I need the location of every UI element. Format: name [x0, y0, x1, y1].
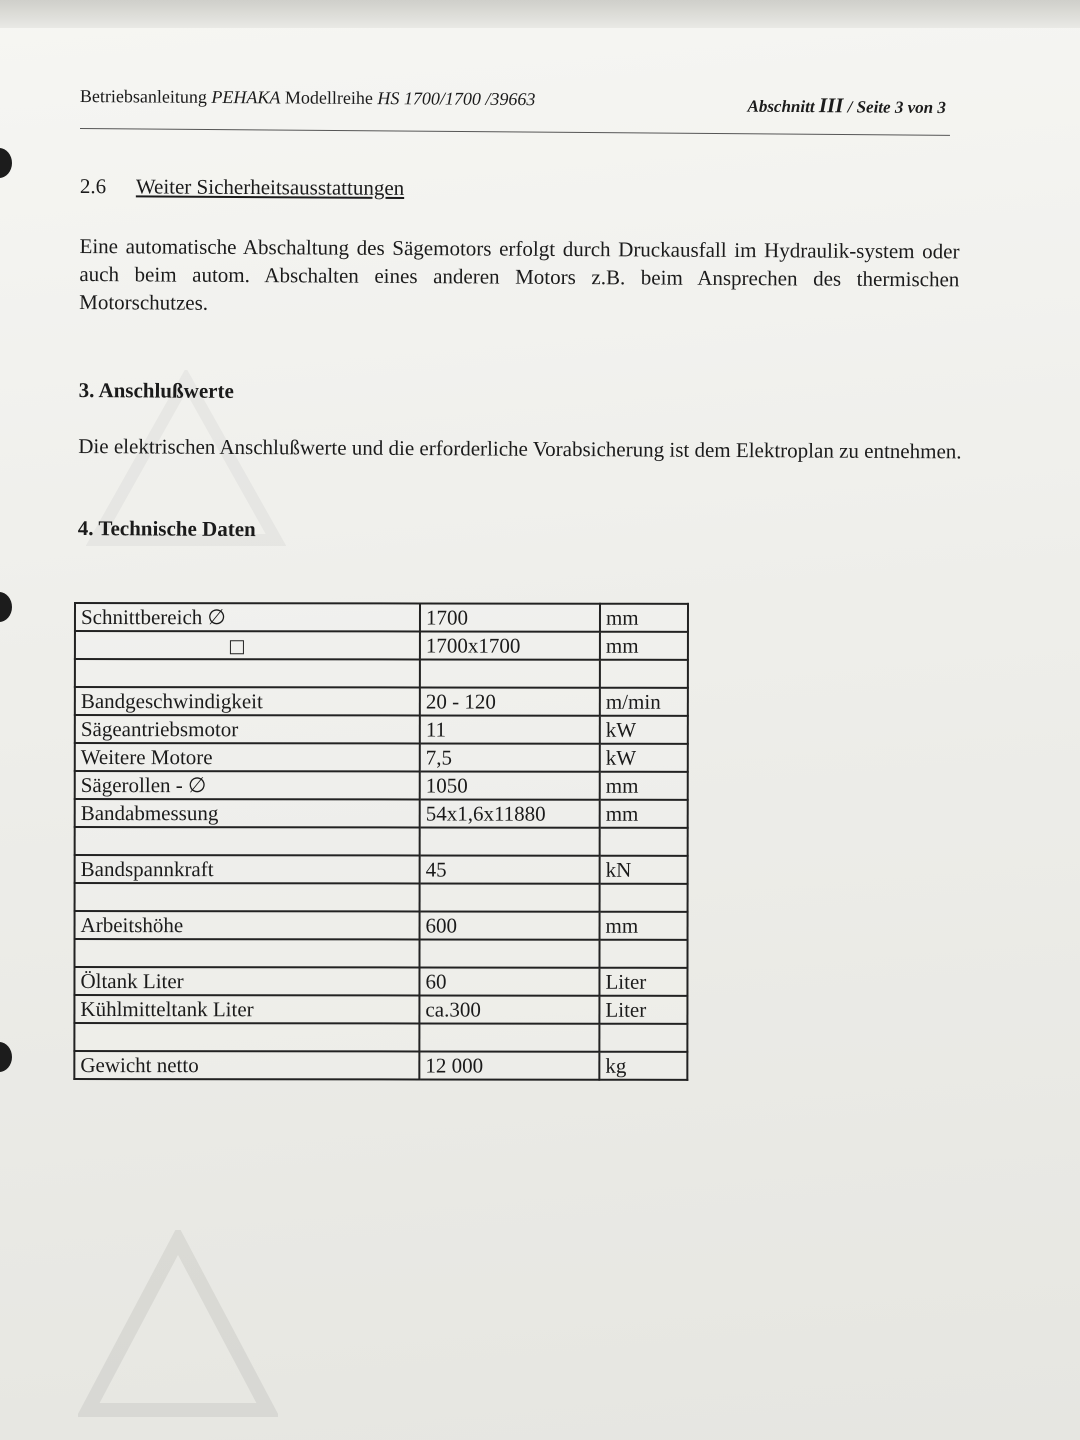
- header-manual-title: [80, 86, 536, 110]
- table-row: [75, 631, 688, 660]
- section-2-6-heading: [80, 174, 970, 213]
- spec-label-cell: [75, 631, 420, 659]
- table-row: [75, 799, 688, 828]
- section-2-6-title: Weiter Sicherheitsausstattungen: [135, 174, 405, 200]
- spec-unit: mm: [600, 912, 688, 940]
- table-row: [75, 659, 688, 688]
- section-2-6-number: 2.6: [79, 173, 107, 199]
- spec-value: 1700: [420, 603, 600, 631]
- spec-label: Arbeitshöhe: [80, 913, 184, 938]
- spec-label: Kühlmitteltank Liter: [80, 997, 254, 1022]
- spec-label-cell: [75, 659, 420, 687]
- spec-label-cell: [75, 771, 420, 799]
- spec-label: Bandgeschwindigkeit: [80, 689, 263, 714]
- spec-label: Sägerollen - ∅: [80, 773, 207, 798]
- spec-label-cell: [74, 939, 419, 967]
- spec-value: 600: [420, 911, 600, 939]
- spec-value: ca.300: [419, 995, 599, 1023]
- spec-unit: mm: [600, 772, 688, 800]
- spec-value: 1050: [420, 771, 600, 799]
- header-divider: [80, 128, 950, 136]
- spec-unit: kg: [599, 1052, 687, 1080]
- spec-unit: m/min: [600, 688, 688, 716]
- section-3-text: Die elektrischen Anschlußwerte und die erforderliche Vorabsicherung ist dem Elektroplan zu entnehmen.: [78, 433, 962, 464]
- table-row: [75, 855, 688, 884]
- spec-label: Sägeantriebsmotor: [80, 717, 239, 742]
- spec-value: 7,5: [420, 743, 600, 771]
- section-3-heading: 3. Anschlußwerte: [78, 377, 234, 403]
- spec-value: 11: [420, 715, 600, 743]
- spec-unit: mm: [600, 632, 688, 660]
- spec-label: Öltank Liter: [80, 969, 184, 994]
- page-stack-edge: [0, 0, 1080, 28]
- section-4-heading: 4. Technische Daten: [77, 515, 256, 542]
- technical-data-table: [73, 602, 689, 1081]
- spec-unit: mm: [600, 800, 688, 828]
- table-row: [75, 715, 688, 744]
- spec-value: [420, 883, 600, 911]
- spec-unit: [600, 660, 688, 688]
- spec-unit: [599, 1024, 687, 1052]
- spec-unit: mm: [600, 604, 688, 632]
- table-row: [75, 911, 688, 940]
- table-row: [75, 687, 688, 716]
- spec-label-cell: [75, 911, 420, 939]
- binder-holes: [0, 0, 16, 1440]
- spec-unit: [600, 884, 688, 912]
- page-header: [80, 84, 950, 126]
- square-section-icon: [230, 640, 244, 654]
- spec-value: 1700x1700: [420, 631, 600, 659]
- spec-label-cell: [75, 743, 420, 771]
- spec-value: 20 - 120: [420, 687, 600, 715]
- spec-label: Gewicht netto: [80, 1053, 199, 1078]
- spec-label-cell: [75, 715, 420, 743]
- spec-unit: Liter: [599, 996, 687, 1024]
- spec-label: Weitere Motore: [80, 745, 213, 770]
- spec-unit: kW: [600, 716, 688, 744]
- table-row: [74, 1051, 687, 1080]
- punch-hole-icon: [0, 1042, 12, 1072]
- section-2-6-text: Eine automatische Abschaltung des Sägemotors erfolgt durch Druckausfall im Hydraulik-system oder auch beim autom. Abschalten eines anderen Motors z.B. beim Ansprechen des thermischen Motorschutzes.: [79, 233, 960, 315]
- table-row: [74, 939, 687, 968]
- table-row: [75, 771, 688, 800]
- punch-hole-icon: [0, 148, 12, 178]
- spec-unit: kW: [600, 744, 688, 772]
- spec-value: 45: [420, 855, 600, 883]
- spec-label-cell: [74, 995, 419, 1023]
- warning-triangle-icon: [78, 1230, 278, 1420]
- spec-label: Bandabmessung: [80, 801, 219, 826]
- spec-label-cell: [74, 967, 419, 995]
- spec-label-cell: [74, 1051, 419, 1079]
- header-section-info: [747, 93, 946, 119]
- header-model: HS 1700/1700 /39663: [377, 88, 536, 110]
- spec-unit: [600, 828, 688, 856]
- header-prefix: Betriebsanleitung: [79, 85, 212, 107]
- spec-label-cell: [75, 883, 420, 911]
- spec-value: 60: [419, 967, 599, 995]
- table-row: [75, 603, 688, 632]
- spec-unit: kN: [600, 856, 688, 884]
- header-page-label: / Seite 3 von 3: [843, 97, 946, 118]
- spec-unit: Liter: [599, 968, 687, 996]
- punch-hole-icon: [0, 592, 12, 622]
- spec-label: Bandspannkraft: [80, 857, 214, 882]
- spec-value: [419, 1023, 599, 1051]
- spec-value: [420, 827, 600, 855]
- spec-value: [419, 939, 599, 967]
- table-row: [74, 1023, 687, 1052]
- spec-label-cell: [75, 687, 420, 715]
- spec-value: [420, 659, 600, 687]
- spec-unit: [599, 940, 687, 968]
- table-row: [75, 883, 688, 912]
- spec-label: Schnittbereich ∅: [80, 605, 226, 630]
- spec-label-cell: [75, 827, 420, 855]
- header-series-label: Modellreihe: [280, 87, 378, 109]
- table-row: [74, 995, 687, 1024]
- spec-label-cell: [74, 1023, 419, 1051]
- table-row: [75, 827, 688, 856]
- main-content: [78, 170, 970, 551]
- header-section-label: Abschnitt: [747, 96, 819, 117]
- header-section-number: III: [818, 93, 844, 118]
- spec-label-cell: [75, 603, 420, 631]
- spec-label-cell: [75, 799, 420, 827]
- header-brand: PEHAKA: [211, 86, 281, 108]
- table-row: [75, 743, 688, 772]
- table-row: [74, 967, 687, 996]
- spec-value: 54x1,6x11880: [420, 799, 600, 827]
- spec-label-cell: [75, 855, 420, 883]
- spec-value: 12 000: [419, 1051, 599, 1079]
